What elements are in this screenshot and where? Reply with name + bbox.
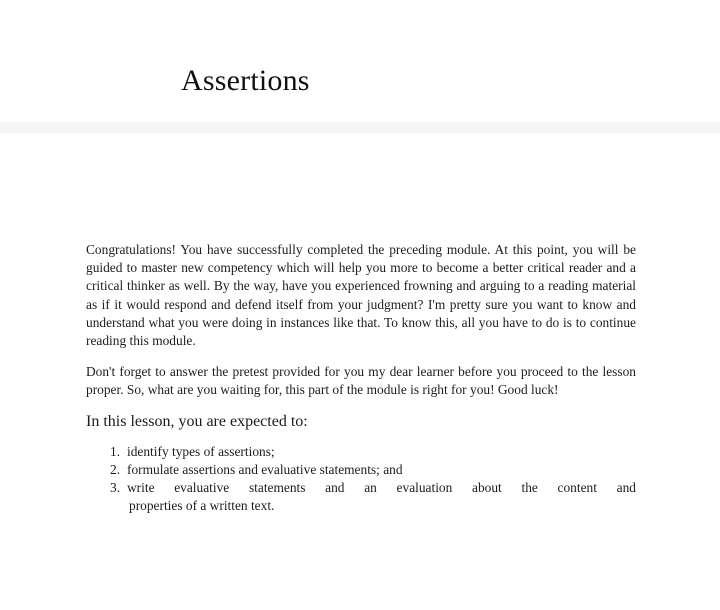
list-item-label: write evaluative statements and an evaluation about the content and <box>127 480 636 496</box>
document-body <box>86 241 636 515</box>
page-title: Assertions <box>181 64 310 98</box>
header-divider-band <box>0 122 720 133</box>
paragraph-congratulations: Congratulations! You have successfully completed the preceding module. At this point, you will be guided to master new competency which will help you more to become a better critical reader and a critical thinker as well. By the way, have you experienced frowning and arguing to a reading material as if it would respond and defend itself from your judgment? I'm pretty sure you want to know and understand what you were doing in instances like that. To know this, all you have to do is to continue reading this module. <box>86 242 636 349</box>
list-item-label: identify types of assertions; <box>127 443 275 459</box>
list-item-label-continuation: properties of a written text. <box>129 498 275 514</box>
list-item-marker: 1. <box>110 443 121 459</box>
list-item <box>86 461 636 479</box>
list-item <box>86 479 636 515</box>
paragraph-pretest-reminder: Don't forget to answer the pretest provided for you my dear learner before you proceed to the lesson proper. So, what are you waiting for, this part of the module is right for you! Good luck! <box>86 364 636 398</box>
list-item-label: formulate assertions and evaluative statements; and <box>127 461 403 477</box>
objectives-list <box>86 443 636 516</box>
document-header <box>0 0 720 122</box>
lesson-objectives-intro: In this lesson, you are expected to: <box>86 412 308 430</box>
list-item-marker: 3. <box>110 480 121 496</box>
list-item <box>86 443 636 461</box>
list-item-marker: 2. <box>110 461 121 477</box>
